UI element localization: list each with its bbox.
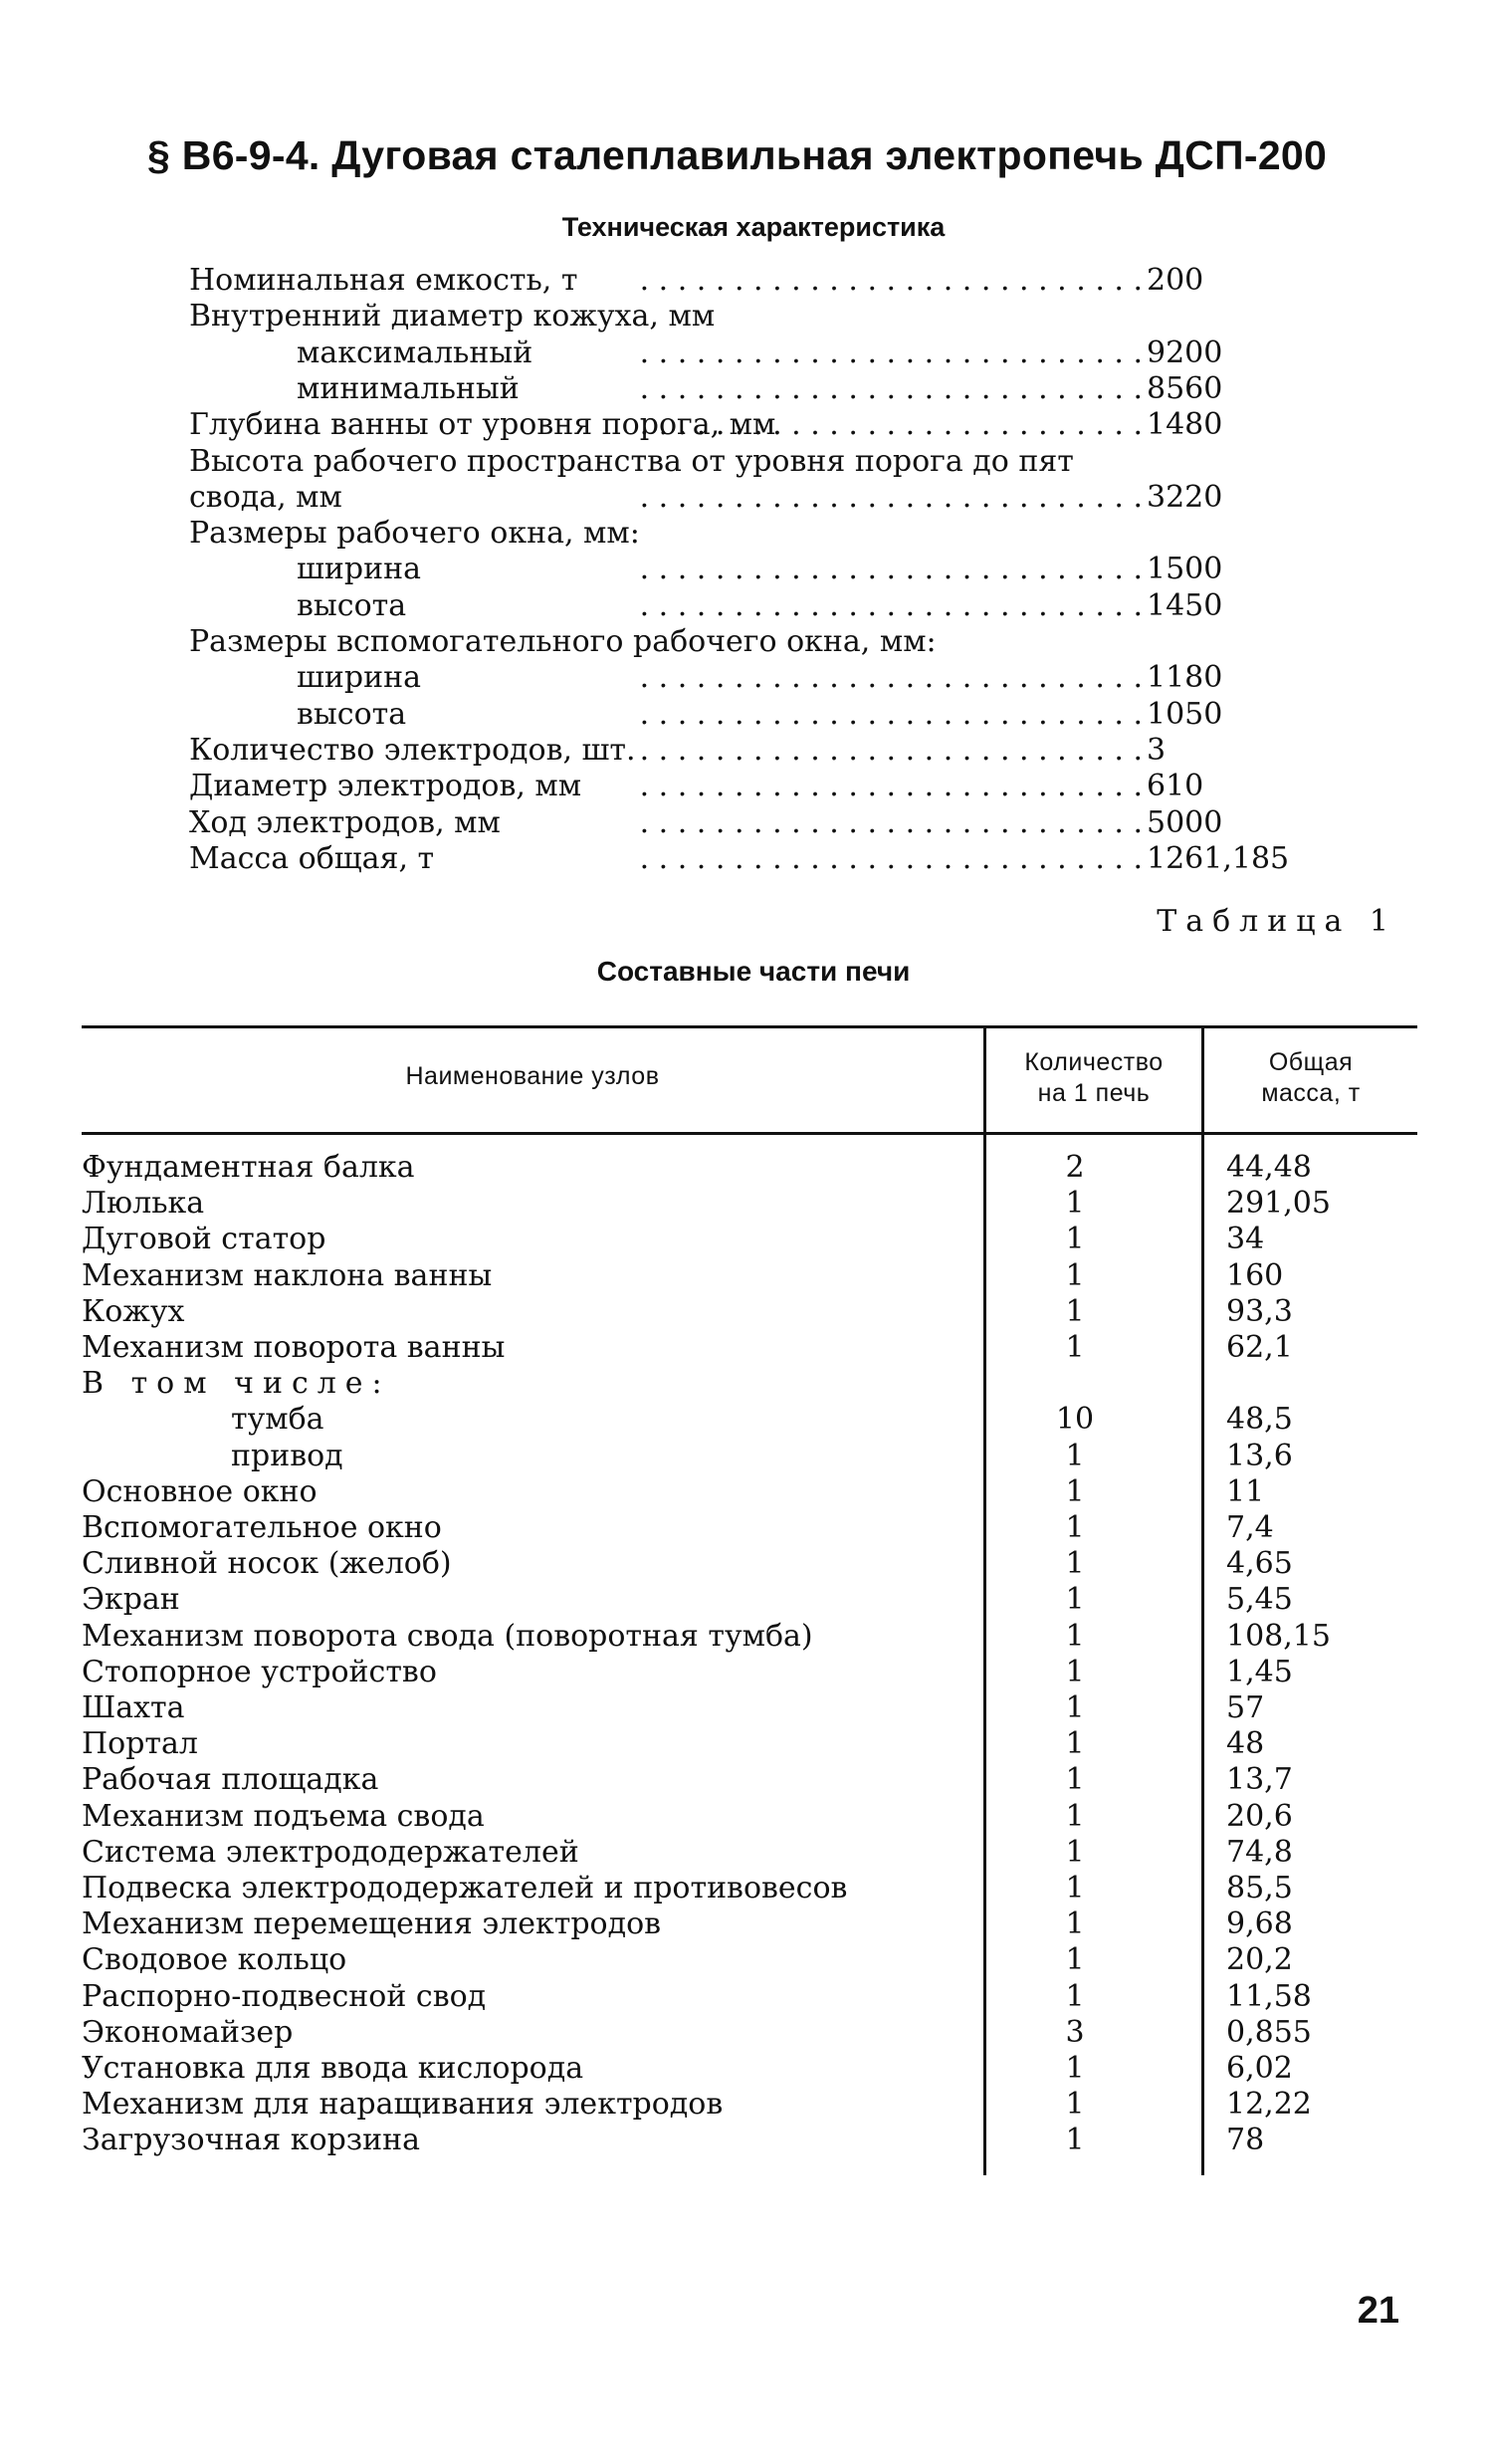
header-mass — [1204, 1047, 1417, 1109]
spec-row — [0, 624, 1487, 660]
spec-label: Внутренний диаметр кожуха, мм — [189, 299, 716, 335]
cell-name: Механизм наклона ванны — [82, 1257, 493, 1293]
spec-row — [0, 371, 1487, 407]
header-mass-line1: Общая — [1268, 1048, 1354, 1076]
cell-qty: 1 — [1065, 2123, 1085, 2158]
spec-row — [0, 552, 1487, 587]
cell-name: Установка для ввода кислорода — [82, 2051, 584, 2086]
table-row — [0, 1871, 1487, 1906]
table-row — [0, 1619, 1487, 1655]
spec-value: 1261,185 — [1147, 840, 1290, 876]
cell-mass: 44,48 — [1226, 1150, 1312, 1185]
spec-label: Размеры вспомогательного рабочего окна, мм: — [189, 624, 937, 659]
spec-row — [0, 733, 1487, 769]
spec-value: 3220 — [1147, 479, 1223, 515]
cell-name: Механизм подъема свода — [82, 1798, 485, 1834]
table-row — [0, 1582, 1487, 1618]
cell-name: В том числе: — [82, 1366, 391, 1402]
cell-mass: 48 — [1226, 1726, 1265, 1762]
cell-qty: 1 — [1065, 1582, 1085, 1618]
spec-label: Количество электродов, шт. — [189, 732, 636, 768]
cell-name: Рабочая площадка — [82, 1762, 379, 1798]
cell-qty: 1 — [1065, 2087, 1085, 2123]
cell-mass: 0,855 — [1226, 2014, 1312, 2050]
cell-name: Шахта — [82, 1690, 185, 1725]
table-header-rule — [82, 1132, 1417, 1135]
cell-mass: 78 — [1226, 2123, 1265, 2158]
spec-value: 1450 — [1147, 587, 1223, 623]
cell-name: Подвеска электрододержателей и противовесов — [82, 1871, 848, 1905]
table-caption: Таблица 1 — [1157, 904, 1397, 939]
table-row — [0, 1726, 1487, 1762]
cell-mass: 93,3 — [1226, 1293, 1293, 1329]
cell-qty: 1 — [1065, 1222, 1085, 1257]
cell-name: Загрузочная корзина — [82, 2123, 421, 2158]
spec-row — [0, 660, 1487, 696]
cell-qty: 1 — [1065, 1510, 1085, 1545]
cell-qty: 1 — [1065, 1293, 1085, 1329]
spec-label: высота — [297, 696, 407, 732]
spec-row — [0, 516, 1487, 552]
table-row — [0, 1439, 1487, 1474]
cell-mass: 13,6 — [1226, 1438, 1293, 1473]
spec-row — [0, 805, 1487, 841]
table-row — [0, 1762, 1487, 1798]
cell-name: тумба — [231, 1402, 324, 1438]
dot-leader: . . . . . . . . . . . . . . . . . . . . . . . . . . . — [639, 407, 1143, 443]
cell-qty: 1 — [1065, 1186, 1085, 1222]
spec-row — [0, 841, 1487, 877]
table-row — [0, 1942, 1487, 1978]
cell-qty: 1 — [1065, 1257, 1085, 1293]
cell-qty: 1 — [1065, 1871, 1085, 1905]
dot-leader: . . . . . . . . . . . . . . . . . . . . . . . . . . . — [639, 660, 1143, 696]
table-row — [0, 2015, 1487, 2051]
cell-qty: 2 — [1065, 1150, 1085, 1185]
spec-row — [0, 263, 1487, 299]
cell-name: Люлька — [82, 1186, 205, 1222]
header-name — [82, 1061, 983, 1092]
spec-label: Высота рабочего пространства от уровня порога до пят — [189, 443, 1074, 479]
table-row — [0, 1330, 1487, 1366]
spec-label: Масса общая, т — [189, 840, 435, 876]
cell-mass: 7,4 — [1226, 1510, 1274, 1545]
spec-subheading: Техническая характеристика — [561, 212, 946, 242]
dot-leader: . . . . . . . . . . . . . . . . . . . . . . . . . . . — [639, 479, 1143, 515]
spec-value: 200 — [1147, 263, 1204, 298]
cell-mass: 13,7 — [1226, 1762, 1293, 1798]
cell-name: Экран — [82, 1582, 180, 1618]
spec-row — [0, 588, 1487, 624]
spec-row — [0, 336, 1487, 371]
spec-label: высота — [297, 587, 407, 623]
cell-name: Вспомогательное окно — [82, 1510, 442, 1545]
spec-label: Диаметр электродов, мм — [189, 769, 582, 804]
spec-row — [0, 299, 1487, 335]
cell-name: Экономайзер — [82, 2014, 294, 2050]
spec-label: Ход электродов, мм — [189, 804, 501, 840]
dot-leader: . . . . . . . . . . . . . . . . . . . . . . . . . . . — [639, 587, 1143, 623]
dot-leader: . . . . . . . . . . . . . . . . . . . . . . . . . . . — [639, 370, 1143, 406]
dot-leader: . . . . . . . . . . . . . . . . . . . . . . . . . . . — [639, 552, 1143, 587]
table-row — [0, 2051, 1487, 2087]
header-qty — [986, 1047, 1201, 1109]
cell-name: Механизм поворота свода (поворотная тумба) — [82, 1618, 813, 1654]
cell-qty: 1 — [1065, 1798, 1085, 1834]
cell-qty: 1 — [1065, 1438, 1085, 1473]
cell-mass: 11 — [1226, 1473, 1265, 1509]
cell-mass: 20,6 — [1226, 1798, 1293, 1834]
dot-leader: . . . . . . . . . . . . . . . . . . . . . . . . . . . — [639, 696, 1143, 732]
spec-label: Номинальная емкость, т — [189, 263, 578, 298]
cell-name: Распорно-подвесной свод — [82, 1978, 487, 2014]
spec-value: 1050 — [1147, 696, 1223, 732]
cell-mass: 1,45 — [1226, 1654, 1293, 1689]
dot-leader: . . . . . . . . . . . . . . . . . . . . . . . . . . . — [639, 263, 1143, 298]
table-row — [0, 1186, 1487, 1222]
cell-mass: 6,02 — [1226, 2051, 1293, 2086]
cell-qty: 1 — [1065, 1330, 1085, 1365]
cell-mass: 160 — [1226, 1257, 1284, 1293]
cell-qty: 1 — [1065, 1834, 1085, 1870]
cell-name: Система электрододержателей — [82, 1834, 579, 1870]
spec-label: свода, мм — [189, 479, 342, 515]
spec-value: 1480 — [1147, 407, 1223, 443]
cell-mass: 108,15 — [1226, 1618, 1331, 1654]
cell-name: Дуговой статор — [82, 1222, 326, 1257]
table-row — [0, 1222, 1487, 1257]
cell-name: Сливной носок (желоб) — [82, 1546, 452, 1582]
table-row — [0, 1294, 1487, 1330]
cell-name: Механизм для наращивания электродов — [82, 2087, 724, 2123]
table-row — [0, 2123, 1487, 2158]
cell-name: Кожух — [82, 1293, 185, 1329]
table-row — [0, 1906, 1487, 1942]
header-mass-line2: масса, т — [1261, 1079, 1361, 1107]
header-name-label: Наименование узлов — [405, 1062, 660, 1090]
cell-qty: 10 — [1055, 1402, 1095, 1438]
cell-mass: 74,8 — [1226, 1834, 1293, 1870]
table-top-rule — [82, 1025, 1417, 1028]
dot-leader: . . . . . . . . . . . . . . . . . . . . . . . . . . . — [639, 804, 1143, 840]
cell-name: Фундаментная балка — [82, 1150, 415, 1185]
cell-qty: 1 — [1065, 1654, 1085, 1689]
cell-qty: 1 — [1065, 1690, 1085, 1725]
cell-mass: 5,45 — [1226, 1582, 1293, 1618]
table-row — [0, 1150, 1487, 1186]
cell-name: Механизм перемещения электродов — [82, 1906, 662, 1942]
spec-label: ширина — [297, 552, 421, 587]
cell-mass: 57 — [1226, 1690, 1265, 1725]
cell-mass: 85,5 — [1226, 1871, 1293, 1905]
table-row — [0, 1402, 1487, 1438]
table-row — [0, 1510, 1487, 1546]
spec-value: 5000 — [1147, 804, 1223, 840]
spec-label: Размеры рабочего окна, мм: — [189, 516, 640, 552]
table-row — [0, 1546, 1487, 1582]
spec-label: Глубина ванны от уровня порога, мм — [189, 407, 776, 443]
header-qty-line2: на 1 печь — [1037, 1079, 1151, 1107]
spec-value: 1180 — [1147, 660, 1223, 696]
cell-name: Механизм поворота ванны — [82, 1330, 506, 1365]
cell-mass: 20,2 — [1226, 1942, 1293, 1978]
cell-qty: 1 — [1065, 1762, 1085, 1798]
cell-name: Портал — [82, 1726, 198, 1762]
cell-name: привод — [231, 1438, 343, 1473]
cell-name: Стопорное устройство — [82, 1654, 437, 1689]
cell-qty: 3 — [1065, 2014, 1085, 2050]
spec-row — [0, 480, 1487, 516]
spec-row — [0, 444, 1487, 480]
table-row — [0, 1366, 1487, 1402]
cell-mass: 62,1 — [1226, 1330, 1293, 1365]
spec-label: ширина — [297, 660, 421, 696]
table-row — [0, 1474, 1487, 1510]
cell-qty: 1 — [1065, 1978, 1085, 2014]
cell-mass: 4,65 — [1226, 1546, 1293, 1582]
spec-row — [0, 407, 1487, 443]
spec-value: 610 — [1147, 769, 1204, 804]
section-heading: § В6-9-4. Дуговая сталеплавильная электропечь ДСП-200 — [147, 132, 1328, 178]
cell-qty: 1 — [1065, 1942, 1085, 1978]
table-row — [0, 2087, 1487, 2123]
cell-name: Основное окно — [82, 1473, 318, 1509]
cell-mass: 11,58 — [1226, 1978, 1312, 2014]
cell-mass: 48,5 — [1226, 1402, 1293, 1438]
cell-mass: 34 — [1226, 1222, 1265, 1257]
cell-name: Сводовое кольцо — [82, 1942, 347, 1978]
dot-leader: . . . . . . . . . . . . . . . . . . . . . . . . . . . — [639, 335, 1143, 370]
spec-label: максимальный — [297, 335, 533, 370]
spec-row — [0, 697, 1487, 733]
cell-mass: 12,22 — [1226, 2087, 1312, 2123]
page-number: 21 — [1357, 2290, 1399, 2332]
cell-mass: 291,05 — [1226, 1186, 1331, 1222]
spec-value: 3 — [1147, 732, 1167, 768]
table-row — [0, 1655, 1487, 1690]
spec-label: минимальный — [297, 370, 520, 406]
cell-qty: 1 — [1065, 1473, 1085, 1509]
cell-qty: 1 — [1065, 1546, 1085, 1582]
table-row — [0, 1979, 1487, 2015]
dot-leader: . . . . . . . . . . . . . . . . . . . . . . . . . . . — [639, 732, 1143, 768]
table-row — [0, 1835, 1487, 1871]
dot-leader: . . . . . . . . . . . . . . . . . . . . . . . . . . . — [639, 840, 1143, 876]
table-row — [0, 1258, 1487, 1294]
cell-qty: 1 — [1065, 1726, 1085, 1762]
header-qty-line1: Количество — [1024, 1048, 1164, 1076]
spec-value: 8560 — [1147, 370, 1223, 406]
spec-value: 1500 — [1147, 552, 1223, 587]
spec-row — [0, 769, 1487, 804]
cell-qty: 1 — [1065, 2051, 1085, 2086]
table-row — [0, 1799, 1487, 1835]
table-title: Составные части печи — [596, 956, 911, 987]
cell-qty: 1 — [1065, 1618, 1085, 1654]
cell-qty: 1 — [1065, 1906, 1085, 1942]
cell-mass: 9,68 — [1226, 1906, 1293, 1942]
dot-leader: . . . . . . . . . . . . . . . . . . . . . . . . . . . — [639, 769, 1143, 804]
table-row — [0, 1690, 1487, 1726]
spec-value: 9200 — [1147, 335, 1223, 370]
